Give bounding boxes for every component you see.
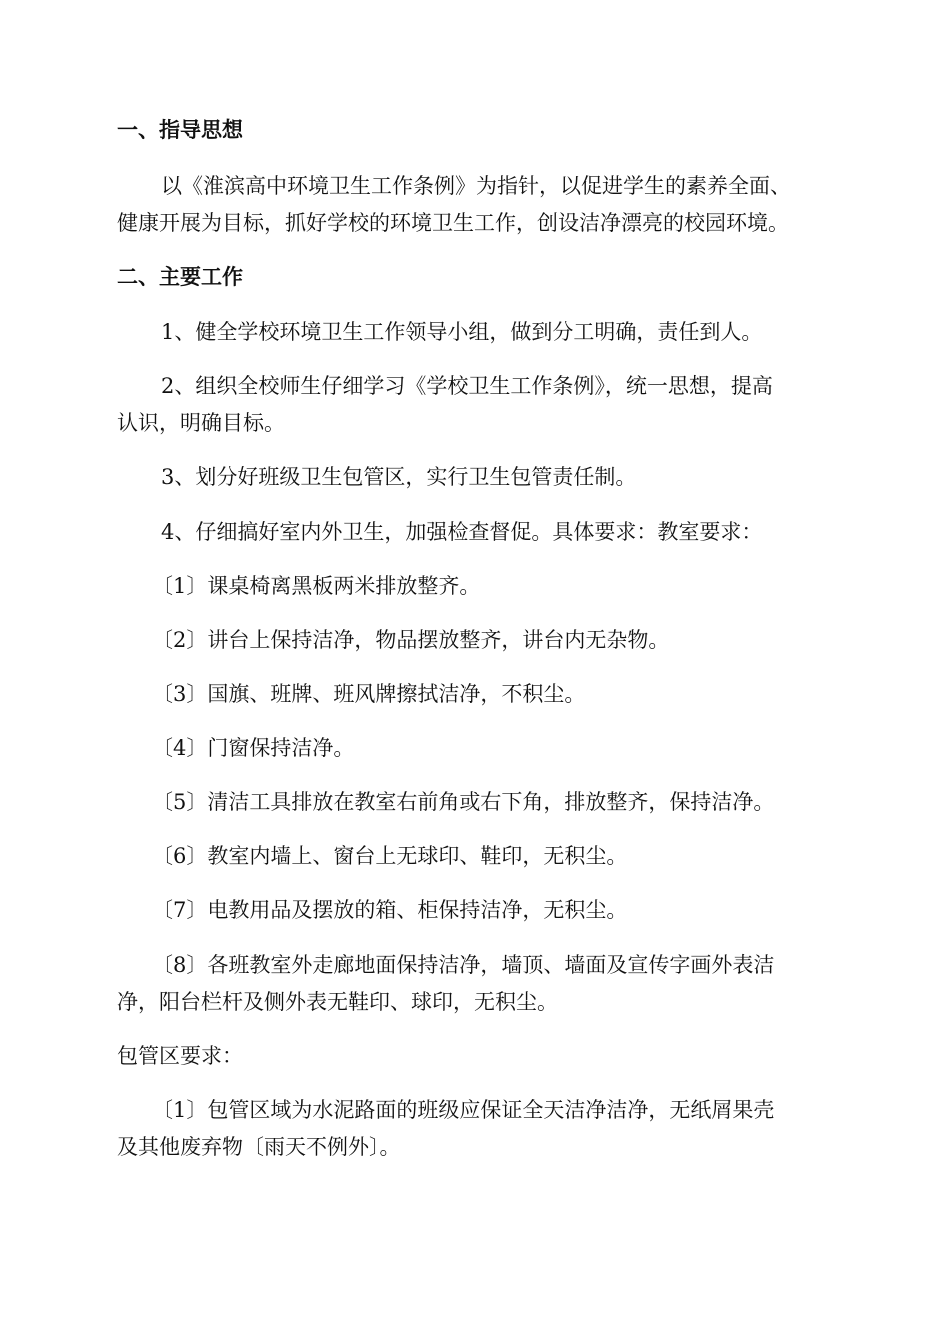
area-requirement-item: 〔1〕包管区域为水泥路面的班级应保证全天洁净洁净，无纸屑果壳 xyxy=(152,1098,775,1122)
requirement-item-continuation: 净，阳台栏杆及侧外表无鞋印、球印，无积尘。 xyxy=(117,990,558,1014)
paragraph-line: 健康开展为目标，抓好学校的环境卫生工作，创设洁净漂亮的校园环境。 xyxy=(117,211,789,235)
requirement-item: 〔3〕国旗、班牌、班风牌擦拭洁净，不积尘。 xyxy=(152,682,586,706)
requirement-item: 〔5〕清洁工具排放在教室右前角或右下角，排放整齐，保持洁净。 xyxy=(152,790,775,814)
area-requirement-item-continuation: 及其他废弃物〔雨天不例外〕。 xyxy=(117,1135,401,1159)
area-requirements-heading: 包管区要求： xyxy=(117,1044,243,1068)
list-item: 4、仔细搞好室内外卫生，加强检查督促。具体要求：教室要求： xyxy=(161,520,763,544)
list-item: 3、划分好班级卫生包管区，实行卫生包管责任制。 xyxy=(161,465,637,489)
section-heading-guiding-thought: 一、指导思想 xyxy=(117,118,243,142)
list-item-continuation: 认识，明确目标。 xyxy=(117,411,285,435)
list-item: 1、健全学校环境卫生工作领导小组，做到分工明确，责任到人。 xyxy=(161,320,763,344)
requirement-item: 〔7〕电教用品及摆放的箱、柜保持洁净，无积尘。 xyxy=(152,898,628,922)
section-heading-main-work: 二、主要工作 xyxy=(117,265,243,289)
paragraph-line: 以《淮滨高中环境卫生工作条例》为指针，以促进学生的素养全面、 xyxy=(161,174,791,198)
requirement-item: 〔2〕讲台上保持洁净，物品摆放整齐，讲台内无杂物。 xyxy=(152,628,670,652)
requirement-item: 〔6〕教室内墙上、窗台上无球印、鞋印，无积尘。 xyxy=(152,844,628,868)
requirement-item: 〔8〕各班教室外走廊地面保持洁净，墙顶、墙面及宣传字画外表洁 xyxy=(152,953,775,977)
requirement-item: 〔4〕门窗保持洁净。 xyxy=(152,736,355,760)
list-item: 2、组织全校师生仔细学习《学校卫生工作条例》，统一思想，提高 xyxy=(161,374,773,398)
requirement-item: 〔1〕课桌椅离黑板两米排放整齐。 xyxy=(152,574,481,598)
